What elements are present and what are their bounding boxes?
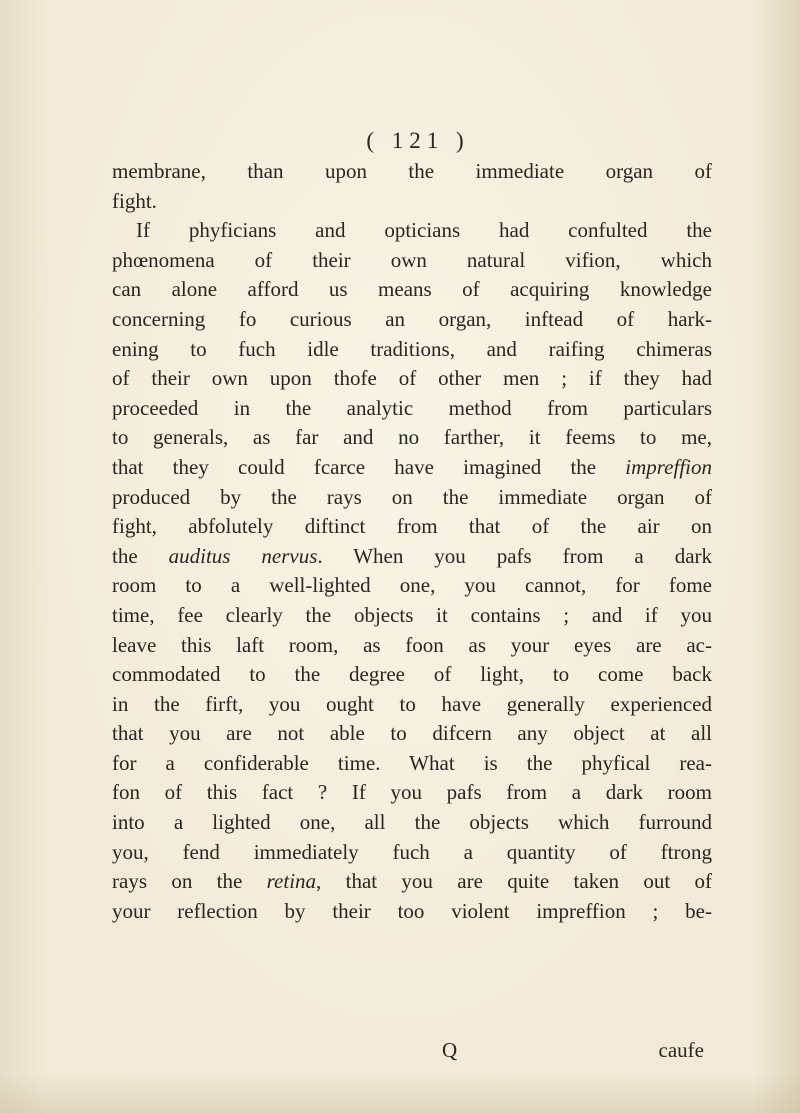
page-edge-shadow (0, 1073, 800, 1113)
text-line (112, 542, 712, 572)
text-line: time, fee clearly the objects it contains ; and if you (112, 602, 712, 627)
text-line: you, fend immediately fuch a quantity of ftrong (112, 839, 712, 864)
text-line: commodated to the degree of light, to come back (112, 662, 712, 687)
text-line: produced by the rays on the immediate organ of (112, 484, 712, 509)
text-line: that you are not able to difcern any object at all (112, 721, 712, 746)
text-line: fight. (112, 188, 157, 213)
text-line: for a confiderable time. What is the phyfical rea- (112, 750, 712, 775)
text-line (112, 867, 712, 897)
text-line: phœnomena of their own natural vifion, which (112, 247, 712, 272)
text-line: fon of this fact ? If you pafs from a dark room (112, 780, 712, 805)
signature-mark: Q (442, 1038, 458, 1062)
text-line: If phyficians and opticians had confulted the (136, 218, 712, 243)
text-fragment: . When you pafs from a dark (317, 543, 713, 568)
text-fragment: that they could fcarce have imagined the (112, 454, 626, 479)
text-line: fight, abfolutely diftinct from that of the air on (112, 514, 712, 539)
text-line: leave this laft room, as foon as your eyes are ac- (112, 632, 712, 657)
text-line: to generals, as far and no farther, it feems to me, (112, 425, 712, 450)
text-line: ening to fuch idle traditions, and raifing chimeras (112, 336, 712, 361)
text-line: membrane, than upon the immediate organ of (112, 159, 712, 183)
text-line: of their own upon thofe of other men ; if they had (112, 366, 712, 391)
text-line: into a lighted one, all the objects which furround (112, 810, 712, 835)
page-footer (112, 1035, 712, 1065)
italic-word-impreffion: impreffion (625, 454, 712, 479)
text-line: room to a well-lighted one, you cannot, for fome (112, 573, 712, 598)
body-text (112, 157, 712, 926)
text-line: your reflection by their too violent impreffion ; be- (112, 898, 712, 923)
italic-word-auditus-nervus: auditus nervus (168, 543, 318, 568)
catchword: caufe (658, 1038, 704, 1062)
italic-word-retina: retina (266, 869, 317, 894)
text-line: in the firft, you ought to have generally experienced (112, 691, 712, 716)
page-number-header: ( 121 ) (366, 128, 470, 153)
text-line (112, 453, 712, 483)
text-line: concerning fo curious an organ, inftead of hark- (112, 306, 712, 331)
text-fragment: rays on the (112, 869, 267, 894)
text-fragment: , that you are quite taken out of (316, 869, 712, 894)
text-line: proceeded in the analytic method from particulars (112, 395, 712, 420)
text-fragment: the (112, 543, 169, 568)
text-line: can alone afford us means of acquiring knowledge (112, 277, 712, 302)
